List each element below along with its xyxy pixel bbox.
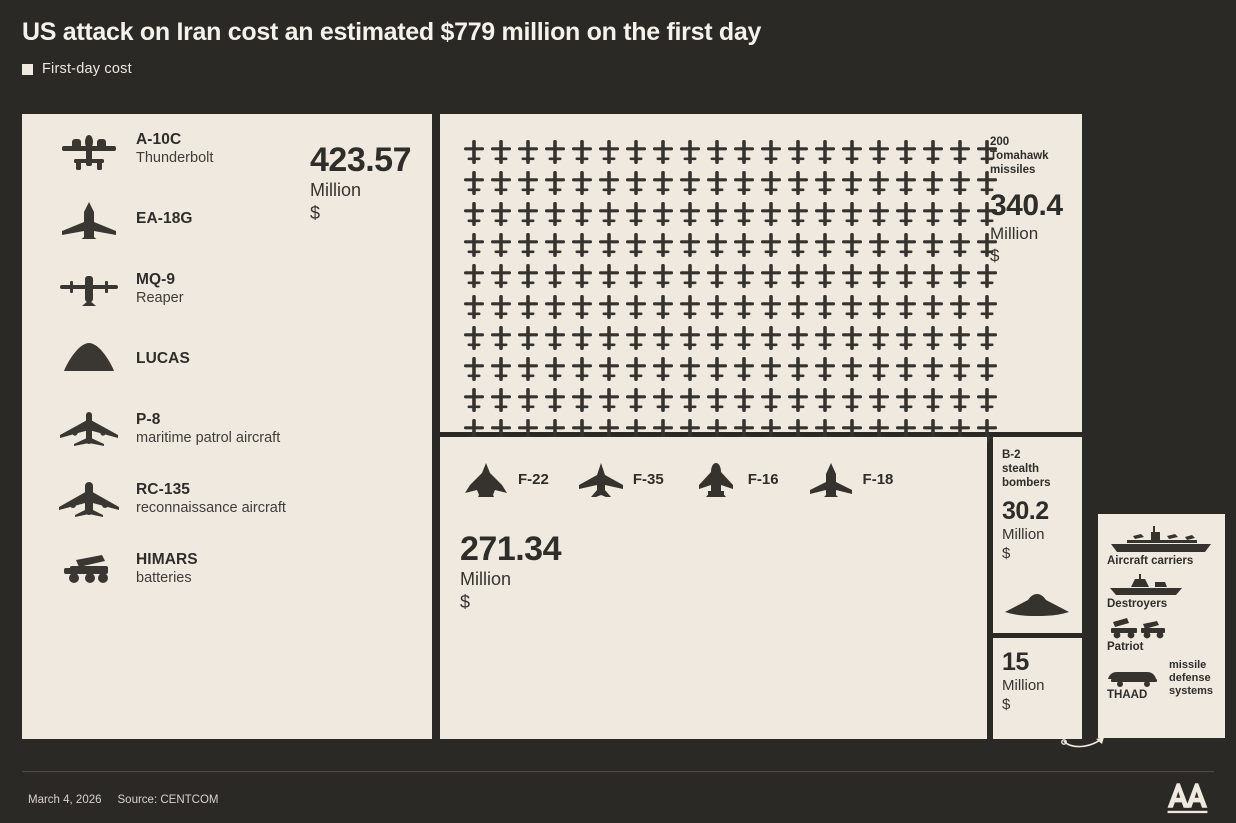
- tomahawk-missile-icon: [892, 229, 919, 260]
- list-item-name: MQ-9: [136, 270, 176, 288]
- list-item-name: P-8: [136, 410, 161, 428]
- p8-icon: [56, 409, 122, 449]
- tomahawk-missile-icon: [649, 384, 676, 415]
- patriot-label: Patriot: [1107, 641, 1144, 653]
- footer-divider: [22, 771, 1214, 772]
- tomahawk-missile-icon: [730, 291, 757, 322]
- agency-logo: [1166, 780, 1212, 814]
- tomahawk-missile-icon: [568, 167, 595, 198]
- tomahawk-missile-icon: [811, 136, 838, 167]
- naval-value-currency: $: [1002, 696, 1011, 714]
- tomahawk-missile-icon: [757, 198, 784, 229]
- legend: [22, 61, 1214, 77]
- fighter-item: [575, 461, 664, 497]
- tomahawk-missile-icon: [784, 260, 811, 291]
- tomahawk-count: 200: [990, 136, 1010, 148]
- tomahawk-missile-icon: [784, 322, 811, 353]
- tomahawk-missile-icon: [838, 291, 865, 322]
- tomahawk-missile-icon: [487, 167, 514, 198]
- tomahawk-missile-icon: [757, 384, 784, 415]
- thaad-block: [1107, 659, 1216, 701]
- list-item-sub: Reaper: [136, 290, 184, 307]
- tomahawk-missile-icon: [946, 384, 973, 415]
- tomahawk-missile-icon: [811, 353, 838, 384]
- tomahawk-missile-icon: [622, 353, 649, 384]
- tomahawk-missile-icon: [622, 260, 649, 291]
- fighter-label: F-22: [518, 470, 549, 488]
- b2-bomber-icon: [1003, 590, 1071, 625]
- tomahawk-missile-icon: [892, 353, 919, 384]
- tomahawk-missile-icon: [838, 136, 865, 167]
- tomahawk-missile-icon: [487, 322, 514, 353]
- tomahawk-missile-icon: [919, 229, 946, 260]
- tomahawk-missile-icon: [757, 260, 784, 291]
- tomahawk-missile-icon: [514, 229, 541, 260]
- tomahawk-missile-icon: [919, 198, 946, 229]
- tomahawk-missile-icon: [919, 260, 946, 291]
- tomahawk-missile-icon: [784, 167, 811, 198]
- tomahawk-missile-icon: [946, 260, 973, 291]
- list-item: [22, 394, 432, 464]
- list-item-text: [136, 551, 198, 588]
- tomahawk-missile-icon: [946, 353, 973, 384]
- tomahawk-missile-icon: [757, 229, 784, 260]
- mq9-icon: [56, 272, 122, 306]
- tomahawk-missile-icon: [703, 260, 730, 291]
- himars-icon: [56, 552, 122, 586]
- tomahawk-missile-icon: [838, 229, 865, 260]
- list-item-text: [136, 271, 184, 308]
- fighters-value-unit: Million: [460, 569, 512, 590]
- tomahawk-missile-icon: [838, 167, 865, 198]
- tomahawk-missile-icon: [784, 198, 811, 229]
- tomahawk-missile-icon: [676, 353, 703, 384]
- tomahawk-missile-icon: [838, 384, 865, 415]
- list-item-text: [136, 131, 213, 168]
- tomahawk-missile-icon: [703, 198, 730, 229]
- tomahawk-missile-icon: [919, 353, 946, 384]
- tomahawk-missile-icon: [622, 229, 649, 260]
- tomahawk-missile-icon: [865, 136, 892, 167]
- list-item-text: [136, 411, 280, 448]
- tomahawk-missile-icon: [568, 291, 595, 322]
- tomahawk-missile-icon: [865, 291, 892, 322]
- tomahawk-missile-icon: [514, 322, 541, 353]
- aircraft-carrier-block: [1107, 524, 1216, 567]
- header: [0, 0, 1236, 77]
- tomahawk-missile-icon: [730, 384, 757, 415]
- tomahawk-missile-icon: [649, 291, 676, 322]
- fighter-item: [690, 461, 779, 497]
- note-line3: systems: [1169, 685, 1214, 698]
- tomahawk-side-info: [990, 136, 1072, 265]
- tomahawk-missile-icon: [892, 291, 919, 322]
- naval-value-panel: [993, 638, 1082, 739]
- f16-icon: [690, 461, 742, 497]
- tomahawk-missile-icon: [946, 167, 973, 198]
- tomahawk-missile-icon: [460, 384, 487, 415]
- list-item-name: HIMARS: [136, 550, 198, 568]
- legend-label: First-day cost: [42, 61, 132, 77]
- tomahawk-missile-icon: [460, 353, 487, 384]
- tomahawk-missile-icon: [946, 322, 973, 353]
- tomahawk-missile-icon: [595, 167, 622, 198]
- b2-value-currency: $: [1002, 545, 1011, 563]
- tomahawk-missile-icon: [541, 384, 568, 415]
- tomahawk-missile-icon: [892, 136, 919, 167]
- footer-date: March 4, 2026: [28, 794, 102, 806]
- tomahawk-missile-icon: [541, 322, 568, 353]
- tomahawk-missile-icon: [865, 322, 892, 353]
- tomahawk-missile-icon: [730, 198, 757, 229]
- tomahawk-missile-icon: [514, 260, 541, 291]
- tomahawk-missile-icon: [838, 322, 865, 353]
- tomahawk-missile-icon: [595, 260, 622, 291]
- tomahawk-missile-icon: [595, 136, 622, 167]
- tomahawk-missile-icon: [757, 136, 784, 167]
- rc135-icon: [56, 479, 122, 519]
- tomahawk-missile-icon: [487, 136, 514, 167]
- tomahawk-missile-icon: [811, 291, 838, 322]
- tomahawk-missile-icon: [730, 167, 757, 198]
- lucas-icon: [56, 341, 122, 377]
- b2-value-unit: Million: [1002, 525, 1045, 543]
- aircraft-carrier-label: Aircraft carriers: [1107, 555, 1194, 567]
- tomahawk-missile-icon: [946, 198, 973, 229]
- tomahawk-missile-icon: [973, 291, 1000, 322]
- list-item-sub: batteries: [136, 570, 192, 587]
- tomahawk-missile-icon: [568, 384, 595, 415]
- tomahawk-value-currency: $: [990, 245, 1000, 265]
- ea18g-icon: [56, 199, 122, 239]
- tomahawk-missile-icon: [622, 291, 649, 322]
- tomahawk-missile-icon: [892, 384, 919, 415]
- tomahawk-missile-icon: [730, 229, 757, 260]
- tomahawk-missile-icon: [541, 353, 568, 384]
- destroyer-label: Destroyers: [1107, 598, 1168, 610]
- tomahawk-missile-icon: [784, 229, 811, 260]
- list-item-name: LUCAS: [136, 349, 190, 367]
- patriot-block: [1107, 616, 1216, 653]
- a10c-icon: [56, 128, 122, 170]
- naval-value-unit: Million: [1002, 676, 1045, 694]
- tomahawk-missile-icon: [676, 229, 703, 260]
- list-item-text: [136, 481, 286, 518]
- list-item-name: RC-135: [136, 480, 191, 498]
- f22-icon: [460, 461, 512, 497]
- tomahawk-missile-icon: [622, 198, 649, 229]
- tomahawk-missile-icon: [568, 198, 595, 229]
- aircraft-list-value: [310, 141, 411, 224]
- tomahawk-missile-icon: [973, 384, 1000, 415]
- tomahawk-missile-icon: [541, 260, 568, 291]
- tomahawk-missile-icon: [487, 260, 514, 291]
- tomahawk-panel: [440, 114, 1082, 432]
- footer-source: Source: CENTCOM: [117, 794, 219, 806]
- list-item: [22, 534, 432, 604]
- tomahawk-value-number: 340.4: [990, 189, 1063, 223]
- tomahawk-missile-icon: [649, 198, 676, 229]
- tomahawk-missile-icon: [919, 384, 946, 415]
- tomahawk-missile-icon: [811, 384, 838, 415]
- tomahawk-missile-icon: [757, 167, 784, 198]
- aircraft-list-panel: [22, 114, 432, 739]
- tomahawk-missile-icon: [460, 291, 487, 322]
- list-item: [22, 464, 432, 534]
- list-item-sub: Thunderbolt: [136, 150, 214, 167]
- destroyer-block: [1107, 573, 1216, 610]
- tomahawk-missile-grid: [460, 136, 1000, 446]
- tomahawk-missile-icon: [460, 229, 487, 260]
- tomahawk-missile-icon: [892, 322, 919, 353]
- list-item-name: A-10C: [136, 130, 182, 148]
- thaad-label: THAAD: [1107, 688, 1148, 701]
- b2-caption-line3: bombers: [1002, 476, 1051, 489]
- tomahawk-missile-icon: [973, 353, 1000, 384]
- tomahawk-missile-icon: [541, 198, 568, 229]
- tomahawk-missile-icon: [811, 322, 838, 353]
- naval-value: [1002, 650, 1045, 714]
- legend-swatch-icon: [22, 64, 33, 75]
- tomahawk-missile-icon: [676, 384, 703, 415]
- b2-value-number: 30.2: [1002, 497, 1049, 525]
- tomahawk-missile-icon: [757, 322, 784, 353]
- fighter-item: [460, 461, 549, 497]
- fighter-label: F-35: [632, 470, 664, 488]
- list-item-text: [136, 350, 190, 369]
- destroyer-icon: [1107, 573, 1185, 597]
- tomahawk-missile-icon: [460, 322, 487, 353]
- tomahawk-missile-icon: [784, 384, 811, 415]
- tomahawk-missile-icon: [595, 229, 622, 260]
- tomahawk-value-unit: Million: [990, 223, 1039, 243]
- tomahawk-missile-icon: [919, 291, 946, 322]
- tomahawk-missile-icon: [811, 167, 838, 198]
- tomahawk-missile-icon: [865, 353, 892, 384]
- tomahawk-missile-icon: [703, 136, 730, 167]
- tomahawk-missile-icon: [487, 229, 514, 260]
- tomahawk-missile-icon: [676, 260, 703, 291]
- tomahawk-missile-icon: [946, 229, 973, 260]
- tomahawk-missile-icon: [595, 291, 622, 322]
- fighter-label: F-16: [747, 470, 779, 488]
- aircraft-carrier-icon: [1107, 524, 1215, 554]
- tomahawk-missile-icon: [595, 384, 622, 415]
- b2-caption-line1: B-2: [1002, 449, 1021, 461]
- tomahawk-missile-icon: [973, 322, 1000, 353]
- tomahawk-missile-icon: [487, 384, 514, 415]
- tomahawk-missile-icon: [676, 167, 703, 198]
- tomahawk-caption-line3: missiles: [990, 163, 1036, 176]
- tomahawk-missile-icon: [703, 353, 730, 384]
- fighter-item: [805, 461, 894, 497]
- list-item-text: [136, 210, 193, 229]
- page-title: US attack on Iran cost an estimated $779 million on the first day: [22, 18, 762, 46]
- tomahawk-missile-icon: [784, 291, 811, 322]
- list-item: [22, 254, 432, 324]
- tomahawk-missile-icon: [676, 291, 703, 322]
- tomahawk-missile-icon: [568, 260, 595, 291]
- aircraft-list-value-currency: $: [310, 203, 321, 224]
- tomahawk-missile-icon: [460, 260, 487, 291]
- patriot-icon: [1107, 616, 1169, 640]
- fighter-label: F-18: [862, 470, 894, 488]
- tomahawk-missile-icon: [649, 136, 676, 167]
- tomahawk-missile-icon: [541, 291, 568, 322]
- tomahawk-missile-icon: [865, 384, 892, 415]
- tomahawk-missile-icon: [757, 353, 784, 384]
- tomahawk-missile-icon: [730, 353, 757, 384]
- tomahawk-missile-icon: [919, 136, 946, 167]
- tomahawk-missile-icon: [919, 322, 946, 353]
- tomahawk-missile-icon: [730, 322, 757, 353]
- b2-caption: [1002, 449, 1051, 490]
- tomahawk-missile-icon: [730, 260, 757, 291]
- tomahawk-missile-icon: [622, 136, 649, 167]
- f18-icon: [805, 461, 857, 497]
- tomahawk-missile-icon: [487, 291, 514, 322]
- tomahawk-missile-icon: [811, 260, 838, 291]
- tomahawk-missile-icon: [703, 384, 730, 415]
- tomahawk-missile-icon: [676, 136, 703, 167]
- tomahawk-missile-icon: [703, 322, 730, 353]
- note-line1: missile: [1169, 659, 1207, 671]
- list-item-sub: reconnaissance aircraft: [136, 500, 286, 517]
- tomahawk-missile-icon: [460, 167, 487, 198]
- list-item-name: EA-18G: [136, 209, 193, 227]
- tomahawk-missile-icon: [649, 229, 676, 260]
- tomahawk-missile-icon: [703, 167, 730, 198]
- tomahawk-caption-line2: Tomahawk: [990, 149, 1049, 162]
- tomahawk-missile-icon: [892, 198, 919, 229]
- tomahawk-missile-icon: [676, 198, 703, 229]
- naval-systems-panel: [1098, 514, 1225, 738]
- tomahawk-missile-icon: [811, 229, 838, 260]
- b2-value: [1002, 499, 1049, 563]
- tomahawk-missile-icon: [865, 198, 892, 229]
- tomahawk-missile-icon: [487, 198, 514, 229]
- tomahawk-missile-icon: [541, 167, 568, 198]
- tomahawk-missile-icon: [514, 353, 541, 384]
- tomahawk-missile-icon: [757, 291, 784, 322]
- tomahawk-missile-icon: [541, 136, 568, 167]
- b2-panel: [993, 437, 1082, 633]
- b2-caption-line2: stealth: [1002, 462, 1040, 475]
- tomahawk-missile-icon: [811, 198, 838, 229]
- tomahawk-missile-icon: [784, 136, 811, 167]
- tomahawk-missile-icon: [676, 322, 703, 353]
- tomahawk-missile-icon: [460, 136, 487, 167]
- fighter-jets-panel: [440, 437, 987, 739]
- tomahawk-missile-icon: [460, 198, 487, 229]
- tomahawk-caption: [990, 136, 1072, 177]
- tomahawk-missile-icon: [730, 136, 757, 167]
- tomahawk-missile-icon: [595, 322, 622, 353]
- fighters-value: [460, 530, 561, 613]
- tomahawk-missile-icon: [568, 136, 595, 167]
- tomahawk-missile-icon: [865, 167, 892, 198]
- aircraft-list-value-number: 423.57: [310, 141, 411, 179]
- missile-defense-note: [1169, 659, 1213, 699]
- tomahawk-missile-icon: [622, 322, 649, 353]
- tomahawk-missile-icon: [649, 167, 676, 198]
- note-line2: defense: [1169, 672, 1211, 685]
- tomahawk-missile-icon: [892, 260, 919, 291]
- tomahawk-missile-icon: [514, 384, 541, 415]
- list-item: [22, 324, 432, 394]
- thaad-icon: [1107, 666, 1163, 688]
- tomahawk-missile-icon: [838, 198, 865, 229]
- tomahawk-missile-icon: [865, 229, 892, 260]
- tomahawk-missile-icon: [568, 353, 595, 384]
- tomahawk-missile-icon: [838, 353, 865, 384]
- tomahawk-missile-icon: [838, 260, 865, 291]
- tomahawk-missile-icon: [703, 291, 730, 322]
- tomahawk-missile-icon: [649, 322, 676, 353]
- aircraft-list-value-unit: Million: [310, 180, 362, 201]
- tomahawk-missile-icon: [946, 136, 973, 167]
- tomahawk-missile-icon: [622, 167, 649, 198]
- tomahawk-missile-icon: [919, 167, 946, 198]
- fighters-value-number: 271.34: [460, 530, 561, 568]
- tomahawk-missile-icon: [595, 198, 622, 229]
- tomahawk-missile-icon: [487, 353, 514, 384]
- tomahawk-missile-icon: [784, 353, 811, 384]
- tomahawk-missile-icon: [865, 260, 892, 291]
- tomahawk-missile-icon: [595, 353, 622, 384]
- tomahawk-missile-icon: [568, 229, 595, 260]
- tomahawk-missile-icon: [514, 291, 541, 322]
- tomahawk-missile-icon: [514, 198, 541, 229]
- tomahawk-missile-icon: [622, 384, 649, 415]
- tomahawk-missile-icon: [892, 167, 919, 198]
- tomahawk-missile-icon: [568, 322, 595, 353]
- f35-icon: [575, 461, 627, 497]
- fighter-row: [460, 461, 919, 497]
- naval-value-number: 15: [1002, 648, 1029, 676]
- tomahawk-missile-icon: [514, 167, 541, 198]
- footer: [28, 794, 218, 806]
- tomahawk-missile-icon: [946, 291, 973, 322]
- list-item-sub: maritime patrol aircraft: [136, 430, 281, 447]
- tomahawk-missile-icon: [649, 260, 676, 291]
- tomahawk-missile-icon: [514, 136, 541, 167]
- tomahawk-missile-icon: [703, 229, 730, 260]
- fighters-value-currency: $: [460, 592, 471, 613]
- tomahawk-missile-icon: [541, 229, 568, 260]
- tomahawk-missile-icon: [649, 353, 676, 384]
